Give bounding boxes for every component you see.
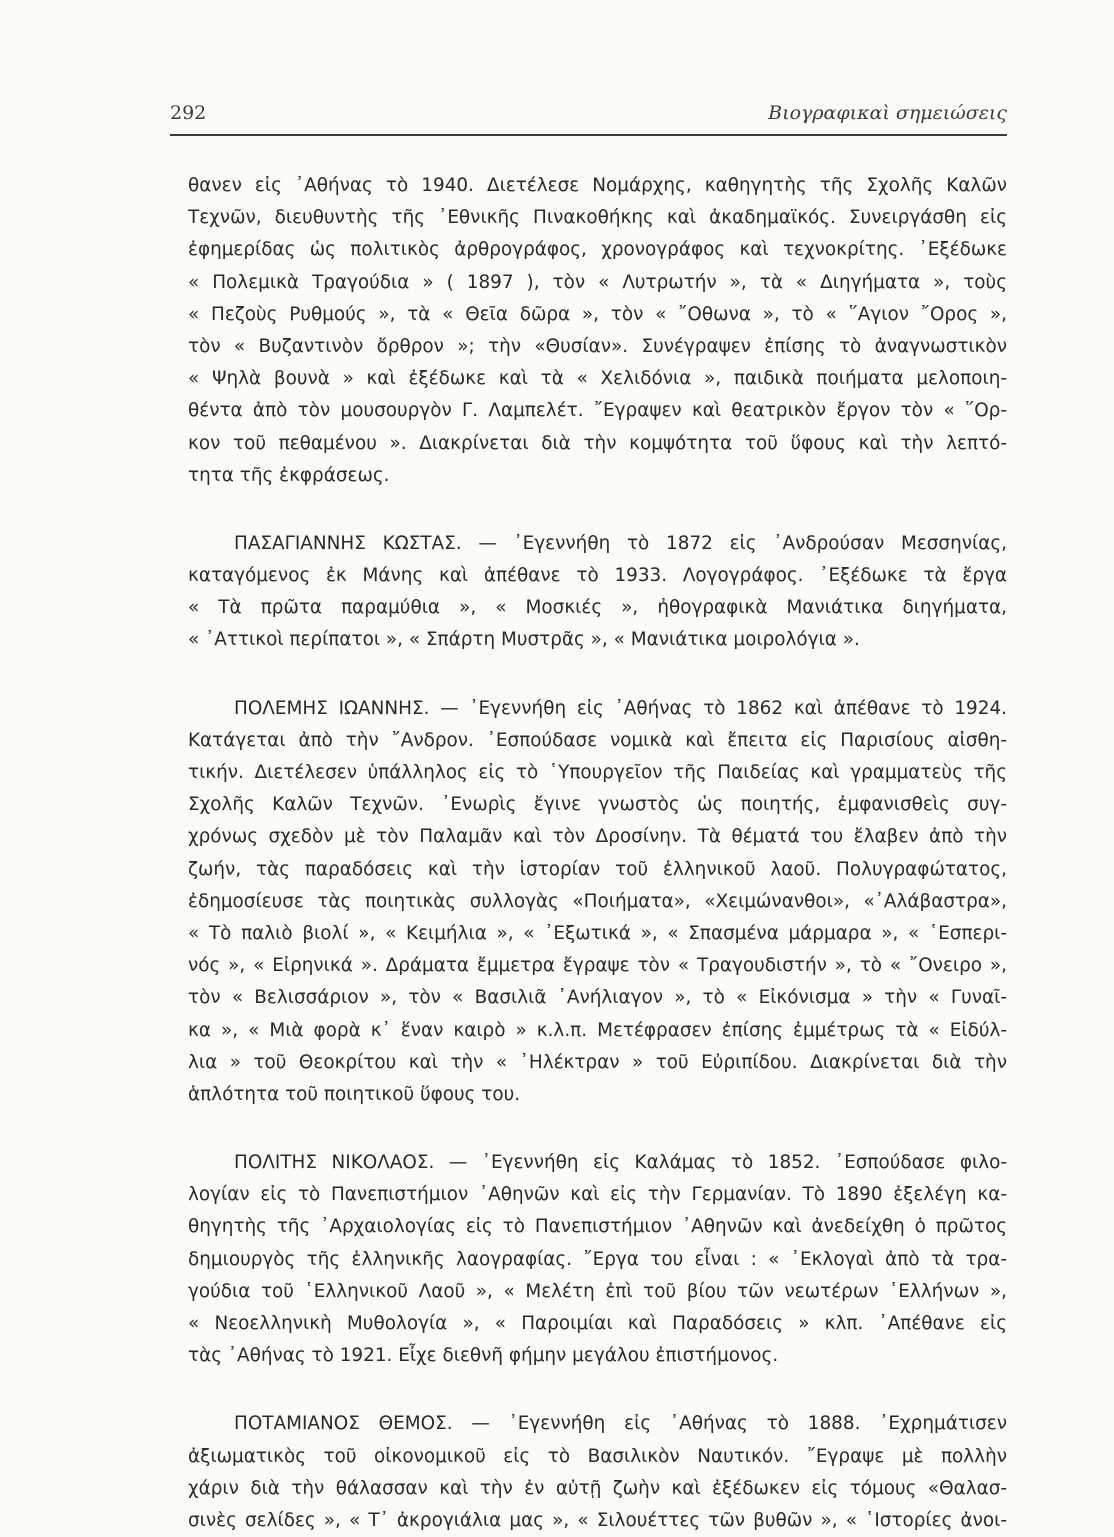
text-line: τὸν « Βυζαντινὸν ὄρθρον »; τὴν «Θυσίαν». Συνέγραψεν ἐπίσης τὸ ἀναγνωστικὸν: [188, 335, 1007, 357]
text-line: τὰς ᾽Αθήνας τὸ 1921. Εἶχε διεθνῆ φήμην μεγάλου ἐπιστήμονος.: [188, 1345, 779, 1367]
text-line: Τεχνῶν, διευθυντὴς τῆς ᾽Εθνικῆς Πινακοθήκης καὶ ἀκαδημαϊκός. Συνειργάσθη εἰς: [188, 207, 1007, 229]
text-line: « Πολεμικὰ Τραγούδια » ( 1897 ), τὸν « Λυτρωτήν », τὰ « Διηγήματα », τοὺς: [188, 271, 1007, 293]
text-line: ζωήν, τὰς παραδόσεις καὶ τὴν ἱστορίαν τοῦ ἑλληνικοῦ λαοῦ. Πολυγραφώτατος,: [188, 858, 1007, 880]
text-line: ἁπλότητα τοῦ ποιητικοῦ ὕφους του.: [188, 1083, 521, 1105]
text-line: θέντα ἀπὸ τὸν μουσουργὸν Γ. Λαμπελέτ. ῎Εγραψεν καὶ θεατρικὸν ἔργον τὸν « ῞Ορ-: [188, 400, 1007, 422]
text-line: καταγόμενος ἐκ Μάνης καὶ ἀπέθανε τὸ 1933. Λογογράφος. ᾽Εξέδωκε τὰ ἔργα: [188, 565, 1007, 587]
text-line: χρόνως σχεδὸν μὲ τὸν Παλαμᾶν καὶ τὸν Δροσίνην. Τὰ θέματά του ἔλαβεν ἀπὸ τὴν: [188, 826, 1007, 848]
text-line: κον τοῦ πεθαμένου ». Διακρίνεται διὰ τὴν κομψότητα τοῦ ὕφους καὶ τὴν λεπτό-: [188, 432, 1007, 454]
text-line: τὸν « Βελισσάριον », τὸν « Βασιλιᾶ ᾽Ανήλιαγον », τὸ « Εἰκόνισμα » τὴν « Γυναῖ-: [188, 987, 1007, 1009]
running-title: Βιογραφικαὶ σημειώσεις: [768, 102, 1007, 124]
text-line: Κατάγεται ἀπὸ τὴν ῎Ανδρον. ᾽Εσπούδασε νομικὰ καὶ ἔπειτα εἰς Παρισίους αἰσθη-: [188, 729, 1007, 751]
entry-politis: [188, 1147, 1007, 1372]
text-line: σινὲς σελίδες », « Τ᾽ ἀκρογιάλια μας », « Σιλουέττες τῶν βυθῶν », « ῾Ιστορίες ἀνοι-: [188, 1509, 1007, 1531]
text-line: θηγητὴς τῆς ᾽Αρχαιολογίας εἰς τὸ Πανεπιστήμιον ᾽Αθηνῶν καὶ ἀνεδείχθη ὁ πρῶτος: [188, 1216, 1007, 1238]
text-line: γούδια τοῦ ῾Ελληνικοῦ Λαοῦ », « Μελέτη ἐπὶ τοῦ βίου τῶν νεωτέρων ῾Ελλήνων »,: [188, 1280, 1007, 1302]
entry-polemis: [188, 693, 1007, 1111]
text-line: νός », « Εἰρηνικά ». Δράματα ἔμμετρα ἔγραψε τὸν « Τραγουδιστήν », τὸ « ῎Ονειρο »,: [188, 955, 1007, 977]
text-line: ἐδημοσίευσε τὰς ποιητικὰς συλλογὰς «Ποιήματα», «Χειμώνανθοι», «᾽Αλάβαστρα»,: [188, 890, 1007, 912]
text-line: θανεν εἰς ᾽Αθήνας τὸ 1940. Διετέλεσε Νομάρχης, καθηγητὴς τῆς Σχολῆς Καλῶν: [188, 175, 1007, 196]
header-rule: [170, 134, 1007, 136]
text-line: χάριν διὰ τὴν θάλασσαν καὶ τὴν ἐν αὐτῇ ζωὴν καὶ ἐξέδωκεν εἰς τόμους «Θαλασ-: [188, 1477, 1007, 1499]
text-line: « Ψηλὰ βουνὰ » καὶ ἐξέδωκε καὶ τὰ « Χελιδόνια », παιδικὰ ποιήματα μελοποιη-: [188, 368, 1007, 390]
paragraph-continuation: [188, 170, 1007, 492]
text-line: ΠΟΛΕΜΗΣ ΙΩΑΝΝΗΣ. — ᾽Εγεννήθη εἰς ᾽Αθήνας τὸ 1862 καὶ ἀπέθανε τὸ 1924.: [234, 697, 1007, 719]
text-line: « Τὰ πρῶτα παραμύθια », « Μοσκιές », ἠθογραφικὰ Μανιάτικα διηγήματα,: [188, 597, 1007, 619]
text-line: κα », « Μιὰ φορὰ κ᾽ ἕναν καιρὸ » κ.λ.π. Μετέφρασεν ἐπίσης ἐμμέτρως τὰ « Εἰδύλ-: [188, 1019, 1007, 1041]
page-number: 292: [170, 102, 207, 124]
text-line: δημιουργὸς τῆς ἑλληνικῆς λαογραφίας. ῎Εργα του εἶναι : « ᾽Εκλογαὶ ἀπὸ τὰ τρα-: [188, 1248, 1007, 1270]
text-body: [188, 170, 1007, 1537]
text-line: ἀξιωματικὸς τοῦ οἰκονομικοῦ εἰς τὸ Βασιλικὸν Ναυτικόν. ῎Εγραψε μὲ πολλὴν: [188, 1445, 1007, 1467]
text-line: « Πεζοὺς Ρυθμούς », τὰ « Θεῖα δῶρα », τὸν « ῎Οθωνα », τὸ « ῞Αγιον ῎Ορος »,: [188, 303, 1007, 325]
text-line: λογίαν εἰς τὸ Πανεπιστήμιον ᾽Αθηνῶν καὶ εἰς τὴν Γερμανίαν. Τὸ 1890 ἐξελέγη κα-: [188, 1184, 1007, 1206]
text-line: ΠΟΤΑΜΙΑΝΟΣ ΘΕΜΟΣ. — ᾽Εγεννήθη εἰς ᾽Αθήνας τὸ 1888. ᾽Εχρημάτισεν: [234, 1413, 1007, 1435]
text-line: « Νεοελληνικὴ Μυθολογία », « Παροιμίαι καὶ Παραδόσεις » κλπ. ᾽Απέθανε εἰς: [188, 1313, 1007, 1334]
text-line: ΠΑΣΑΓΙΑΝΝΗΣ ΚΩΣΤΑΣ. — ᾽Εγεννήθη τὸ 1872 εἰς ᾽Ανδρούσαν Μεσσηνίας,: [234, 532, 1007, 554]
text-line: ἐφημερίδας ὡς πολιτικὸς ἀρθρογράφος, χρονογράφος καὶ τεχνοκρίτης. ᾽Εξέδωκε: [188, 239, 1007, 261]
text-line: ΠΟΛΙΤΗΣ ΝΙΚΟΛΑΟΣ. — ᾽Εγεννήθη εἰς Καλάμας τὸ 1852. ᾽Εσπούδασε φιλο-: [234, 1152, 1007, 1174]
text-line: Σχολῆς Καλῶν Τεχνῶν. ᾽Ενωρὶς ἔγινε γνωστὸς ὡς ποιητής, ἐμφανισθεὶς συγ-: [188, 794, 1007, 816]
text-line: τικήν. Διετέλεσεν ὑπάλληλος εἰς τὸ ῾Υπουργεῖον τῆς Παιδείας καὶ γραμματεὺς τῆς: [188, 762, 1007, 783]
text-line: « ᾽Αττικοὶ περίπατοι », « Σπάρτη Μυστρᾶς », « Μανιάτικα μοιρολόγια ».: [188, 629, 860, 651]
text-line: τητα τῆς ἐκφράσεως.: [188, 464, 390, 486]
text-line: « Τὸ παλιὸ βιολί », « Κειμήλια », « ᾽Εξωτικά », « Σπασμένα μάρμαρα », « ῾Εσπερι-: [188, 922, 1007, 944]
page-header: [170, 102, 1007, 132]
entry-potamianos: [188, 1408, 1007, 1537]
text-line: λια » τοῦ Θεοκρίτου καὶ τὴν « ᾽Ηλέκτραν » τοῦ Εὐριπίδου. Διακρίνεται διὰ τὴν: [188, 1051, 1007, 1073]
entry-pasagiannis: [188, 528, 1007, 657]
